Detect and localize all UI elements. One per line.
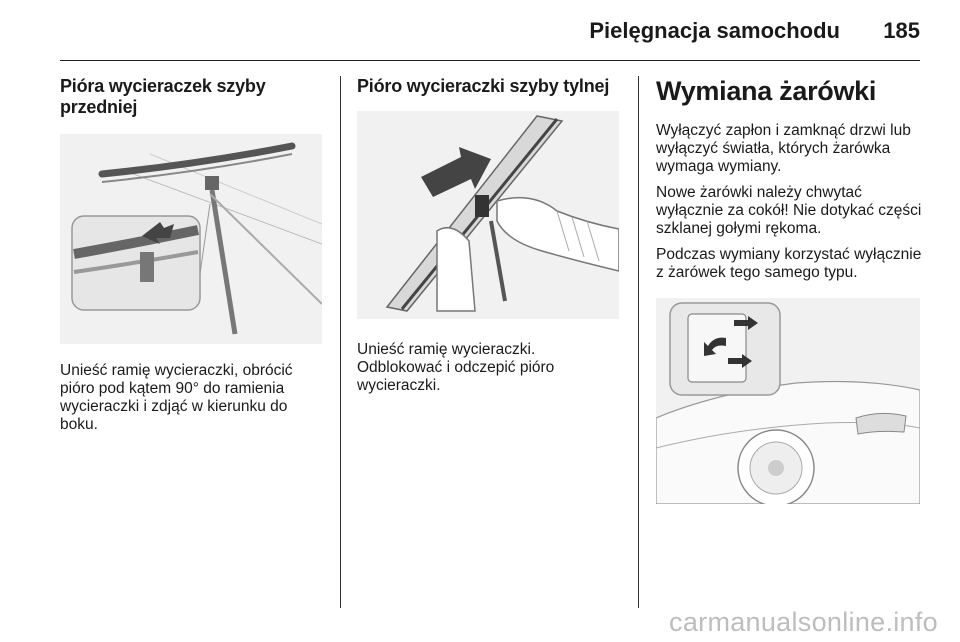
section-heading-rear-wiper: Pióro wycieraczki szyby tylnej bbox=[357, 76, 610, 96]
paragraph-bulb-3: Podczas wymiany korzystać wyłącznie z żarówek tego samego typu. bbox=[656, 246, 922, 281]
column-divider-1 bbox=[340, 76, 341, 608]
column-front-wiper bbox=[60, 76, 322, 434]
bulb-replacement-illustration bbox=[656, 298, 920, 504]
column-bulb-replacement bbox=[656, 76, 922, 504]
header-rule bbox=[60, 60, 920, 61]
section-heading-bulb-replacement: Wymiana żarówki bbox=[656, 76, 877, 106]
rear-wiper-illustration bbox=[357, 111, 619, 319]
paragraph-bulb-2: Nowe żarówki należy chwytać wyłącznie za cokół! Nie dotykać części szklanej gołymi rękoma. bbox=[656, 184, 922, 237]
column-divider-2 bbox=[638, 76, 639, 608]
front-wiper-illustration bbox=[60, 134, 322, 344]
section-heading-front-wiper: Pióra wycieraczek szyby przedniej bbox=[60, 76, 266, 117]
page-header bbox=[60, 0, 920, 62]
paragraph-bulb-1: Wyłączyć zapłon i zamknąć drzwi lub wyłączyć światła, których żarówka wymaga wymiany. bbox=[656, 122, 911, 175]
paragraph-front-wiper: Unieść ramię wycieraczki, obrócić pióro pod kątem 90° do ramienia wycieraczki i zdjąć w kierunku do boku. bbox=[60, 362, 293, 433]
watermark: carmanualsonline.info bbox=[669, 607, 938, 637]
header-title: Pielęgnacja samochodu bbox=[589, 18, 840, 43]
paragraph-rear-wiper: Unieść ramię wycieraczki. Odblokować i odczepić pióro wycieraczki. bbox=[357, 341, 555, 394]
page-number: 185 bbox=[883, 18, 920, 43]
column-rear-wiper bbox=[357, 76, 621, 395]
